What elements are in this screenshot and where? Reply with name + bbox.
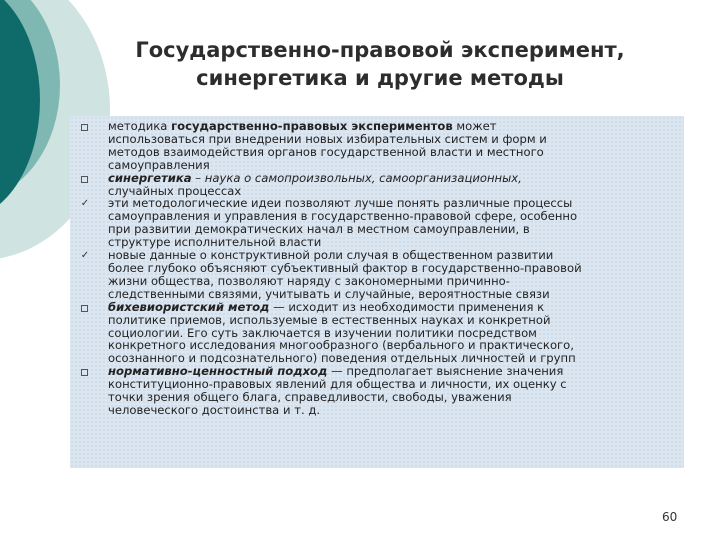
checkmark-bullet-icon: ✓ xyxy=(80,250,90,262)
emphasized-term: синергетика xyxy=(108,170,192,185)
text-segment: политике приемов, используемые в естественных науках и конкретной xyxy=(108,312,551,327)
text-segment: — предполагает выяснение значения xyxy=(327,364,564,379)
emphasized-term: бихевиористский метод xyxy=(108,299,270,314)
text-segment: случайных процессах xyxy=(108,183,242,198)
text-segment: следственными связями, учитывать и случайные, вероятностные связи xyxy=(108,286,550,301)
list-item xyxy=(76,365,678,417)
square-bullet-icon xyxy=(81,305,88,312)
text-segment: социологии. Его суть заключается в изучении политики посредством xyxy=(108,325,537,340)
text-segment: самоуправления xyxy=(108,157,210,172)
text-segment: методика xyxy=(108,119,172,133)
emphasized-term: государственно-правовых экспериментов xyxy=(171,119,453,133)
list-item xyxy=(76,120,678,172)
content-panel xyxy=(70,116,684,468)
list-item xyxy=(76,172,678,198)
slide-title-line-1: Государственно-правовой эксперимент, xyxy=(135,38,625,62)
text-segment: конституционно-правовых явлений для общества и личности, их оценку с xyxy=(108,377,567,392)
text-segment: более глубоко объясняют субъективный фактор в государственно-правовой xyxy=(108,260,582,275)
text-segment: использоваться при внедрении новых избирательных систем и форм и xyxy=(108,131,547,146)
square-bullet-icon xyxy=(81,176,88,183)
list-item xyxy=(76,301,678,366)
text-segment: — исходит из необходимости применения к xyxy=(269,299,545,314)
text-segment: эти методологические идеи позволяют лучше понять различные процессы xyxy=(108,196,573,211)
square-bullet-icon xyxy=(81,124,88,131)
text-segment: структуре исполнительной власти xyxy=(108,235,322,250)
text-segment: точки зрения общего блага, справедливости, свободы, уважения xyxy=(108,390,512,405)
text-segment: – наука о самопроизвольных, самоорганизационных, xyxy=(191,170,522,185)
page-number: 60 xyxy=(662,510,678,524)
text-segment: методов взаимодействия органов государственной власти и местного xyxy=(108,144,544,159)
text-segment: может xyxy=(452,119,497,133)
text-line xyxy=(108,404,678,417)
list-item xyxy=(76,197,678,249)
text-segment: осознанного и подсознательного) поведения отдельных личностей и групп xyxy=(108,351,576,366)
slide-title xyxy=(80,36,680,92)
checkmark-bullet-icon: ✓ xyxy=(80,198,90,210)
text-segment: самоуправления и управления в государственно-правовой сфере, особенно xyxy=(108,209,578,224)
text-segment: жизни общества, позволяют наряду с закономерными причинно- xyxy=(108,273,510,288)
text-segment: новые данные о конструктивной роли случая в общественном развитии xyxy=(108,248,554,263)
text-segment: конкретного исследования многообразного (вербального и практического, xyxy=(108,338,574,353)
square-bullet-icon xyxy=(81,369,88,376)
emphasized-term: нормативно-ценностный подход xyxy=(108,364,328,379)
bullet-list xyxy=(76,120,678,417)
slide-title-line-2: синергетика и другие методы xyxy=(196,66,564,90)
text-segment: при развитии демократических начал в местном самоуправлении, в xyxy=(108,222,530,237)
list-item xyxy=(76,249,678,301)
text-segment: человеческого достоинства и т. д. xyxy=(108,402,321,417)
